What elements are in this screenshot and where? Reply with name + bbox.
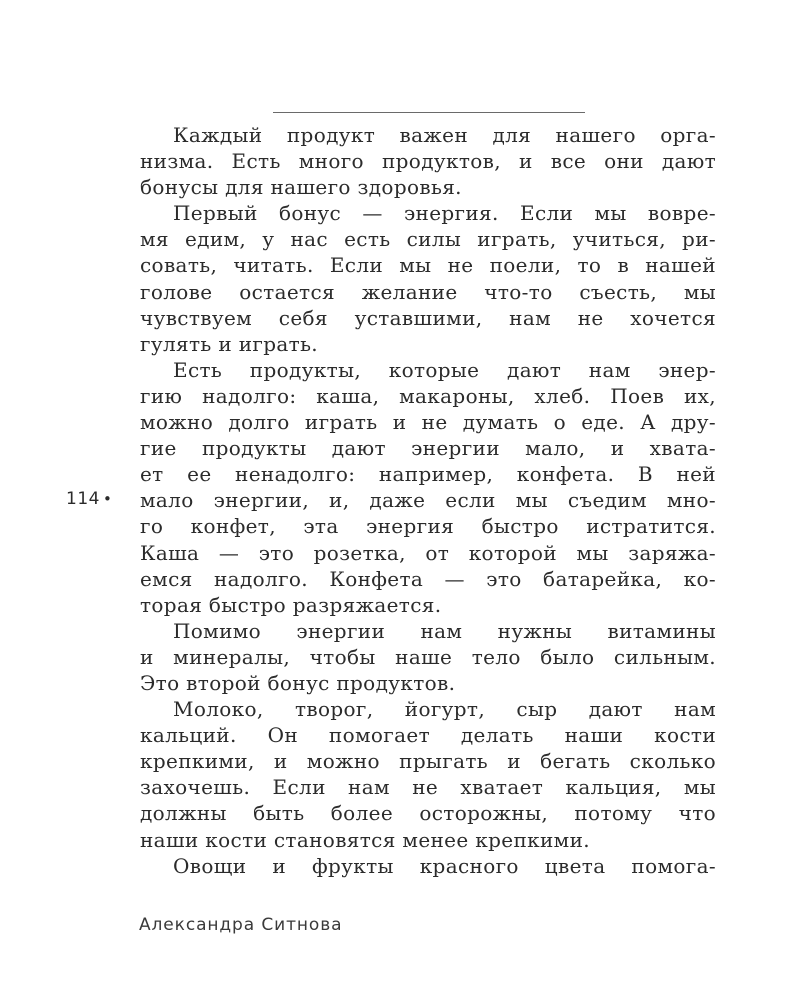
text-line: наши кости становятся менее крепкими. (140, 827, 590, 852)
text-line: крепкими, и можно прыгать и бегать сколько (140, 749, 716, 774)
text-line: кальций. Он помогает делать наши кости (140, 723, 716, 748)
text-line: чувствуем себя уставшими, нам не хочется (140, 305, 716, 330)
text-line: и минералы, чтобы наше тело было сильным. (140, 644, 716, 669)
text-line: ет ее ненадолго: например, конфета. В ней (140, 462, 716, 487)
text-line: Каша — это розетка, от которой мы заряжа- (140, 540, 716, 565)
text-line: Есть продукты, которые дают нам энер- (173, 357, 716, 382)
author-footer: Александра Ситнова (139, 915, 343, 935)
text-line: голове остается желание что-то съесть, мы (140, 279, 716, 304)
body-text (140, 122, 716, 879)
text-line: совать, читать. Если мы не поели, то в нашей (140, 253, 716, 278)
text-line: Каждый продукт важен для нашего орга- (173, 123, 716, 147)
text-line: мало энергии, и, даже если мы съедим мно- (140, 488, 716, 513)
header-rule (273, 112, 585, 113)
text-line: гию надолго: каша, макароны, хлеб. Поев их, (140, 383, 716, 408)
text-line: Молоко, творог, йогурт, сыр дают нам (173, 697, 716, 722)
text-line: гие продукты дают энергии мало, и хвата- (140, 436, 716, 461)
text-line: захочешь. Если нам не хватает кальция, мы (140, 775, 716, 800)
text-line: го конфет, эта энергия быстро истратится. (140, 514, 716, 539)
page-number-bullet: • (102, 490, 113, 508)
text-line: Это второй бонус продуктов. (140, 670, 456, 695)
text-line: емся надолго. Конфета — это батарейка, ко- (140, 566, 716, 591)
text-line: Овощи и фрукты красного цвета помога- (173, 853, 716, 878)
text-line: можно долго играть и не думать о еде. А дру- (140, 410, 716, 435)
text-line: бонусы для нашего здоровья. (140, 175, 462, 200)
text-line: мя едим, у нас есть силы играть, учиться, ри- (140, 227, 716, 252)
text-line: гулять и играть. (140, 331, 319, 356)
text-line: торая быстро разряжается. (140, 592, 442, 617)
page-number (66, 489, 112, 509)
text-line: Помимо энергии нам нужны витамины (173, 618, 716, 643)
text-line: низма. Есть много продуктов, и все они дают (140, 149, 716, 174)
page-number-value: 114 (66, 489, 100, 509)
text-line: Первый бонус — энергия. Если мы вовре- (173, 201, 716, 226)
text-line: должны быть более осторожны, потому что (140, 801, 716, 826)
